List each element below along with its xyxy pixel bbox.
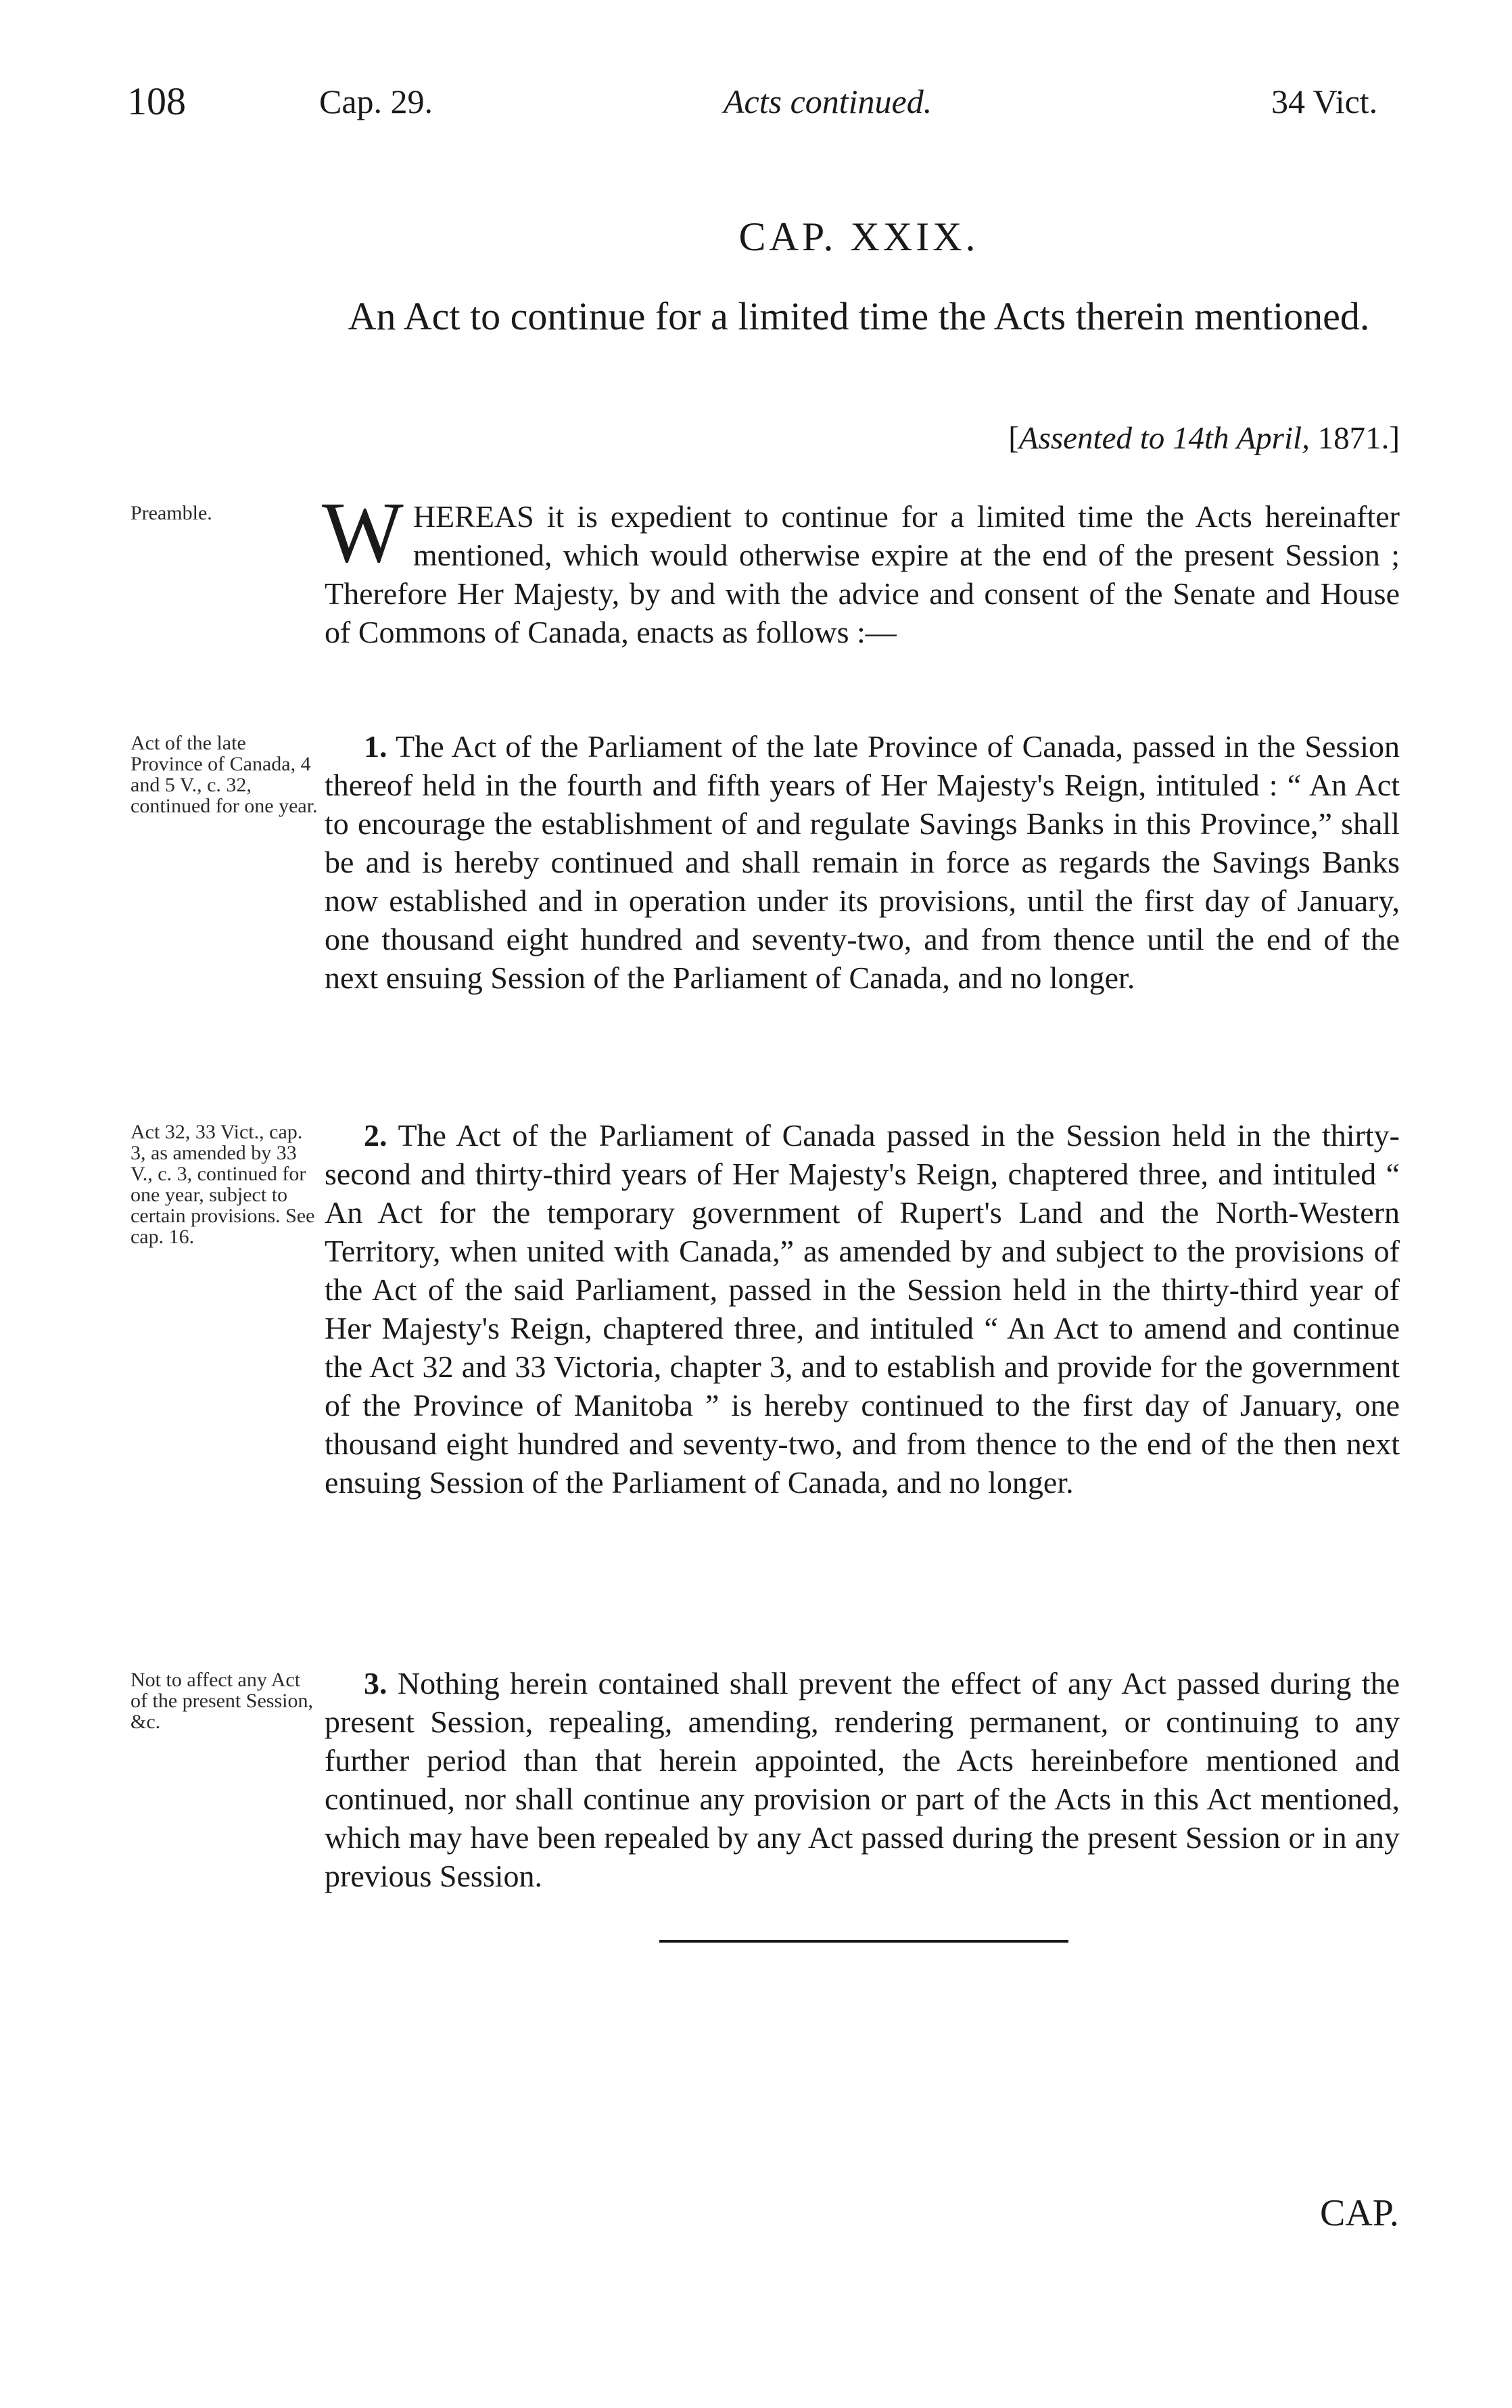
assent-italic: Assented to 14th April, [1018,421,1310,456]
section-2-text [325,1116,1400,1502]
section-body: The Act of the Parliament of the late Province of Canada, passed in the Session thereof held in the fourth and fifth years of Her Majesty's Reign, intituled : “ An Act to encourage the establishment of and regulate Savings Banks in this Province,” shall be and is hereby continued and shall remain in force as regards the Savings Banks now established and in operation under its provisions, until the first day of January, one thousand eight hundred and seventy-two, and from thence until the end of the next ensuing Session of the Parliament of Canada, and no longer. [325,729,1400,995]
running-header [0,81,1512,135]
drop-cap: W [322,484,404,580]
running-title: Acts continued. [724,83,932,120]
preamble-body: HEREAS it is expedient to continue for a limited time the Acts hereinafter mentioned, which would otherwise expire at the end of the present Session ; Therefore Her Majesty, by and with the advice and consent of the Senate and House of Commons of Canada, enacts as follows :— [325,499,1400,649]
margin-note-section-1: Act of the late Province of Canada, 4 and 5 V., c. 32, continued for one year. [131,732,318,817]
assent-date [325,419,1400,457]
margin-note-section-2: Act 32, 33 Vict., cap. 3, as amended by 33 V., c. 3, continued for one year, subject to certain provisions. See cap. 16. [131,1121,315,1248]
closing-rule [659,1940,1068,1943]
section-body: The Act of the Parliament of Canada passed in the Session held in the thirty-second and thirty-third years of Her Majesty's Reign, chaptered three, and intituled “ An Act for the temporary government of Rupert's Land and the North-Western Territory, when united with Canada,” as amended by and subject to the provisions of the Act of the said Parliament, passed in the Session held in the thirty-third year of Her Majesty's Reign, chaptered three, and intituled “ An Act to amend and continue the Act 32 and 33 Victoria, chapter 3, and to establish and provide for the government of the Province of Manitoba ” is hereby continued to the first day of January, one thousand eight hundred and seventy-two, and from thence to the end of the then next ensuing Session of the Parliament of Canada, and no longer. [325,1118,1400,1500]
section-number: 1. [364,729,387,764]
section-1-text [325,727,1400,997]
section-number: 2. [364,1118,387,1153]
chapter-title: CAP. XXIX. [738,214,979,259]
section-3-text [325,1664,1400,1895]
section-number: 3. [364,1666,387,1700]
margin-note-preamble: Preamble. [131,502,212,524]
act-title: An Act to continue for a limited time the Acts therein mentioned. [348,294,1370,338]
section-body: Nothing herein contained shall prevent the effect of any Act passed during the present Session, repealing, amending, rendering permanent, or continuing to any further period than that herein appointed, the Acts hereinbefore mentioned and continued, nor shall continue any provision or part of the Acts in this Act mentioned, which may have been repealed by any Act passed during the present Session or in any previous Session. [325,1666,1400,1893]
regnal-year: 34 Vict. [1271,83,1378,120]
assent-prefix: [ [1008,421,1019,456]
assent-year: 1871.] [1309,421,1400,456]
margin-note-section-3: Not to affect any Act of the present Session, &c. [131,1669,313,1733]
preamble-text [322,484,1400,651]
chapter-reference: Cap. 29. [319,83,433,120]
page-number: 108 [127,79,186,123]
catchword: CAP. [1320,2192,1399,2234]
